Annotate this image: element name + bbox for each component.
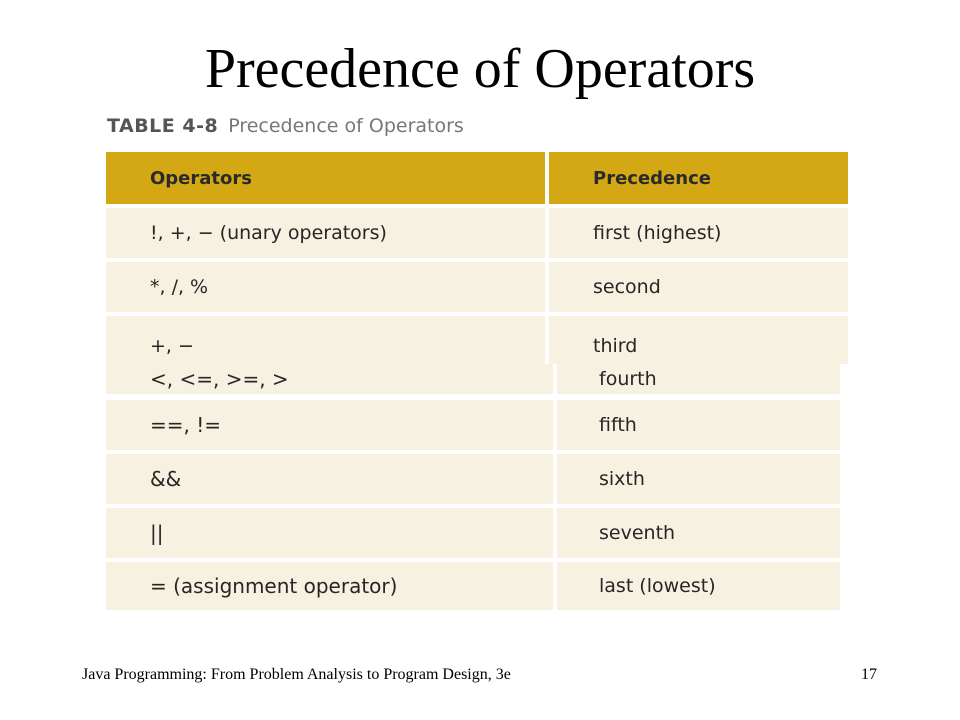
precedence-cell: last (lowest) [557,562,840,610]
table-row [106,262,848,312]
table-row [106,364,848,394]
precedence-cell: fifth [557,400,840,450]
operators-cell: && [106,454,553,504]
precedence-cell: second [549,262,848,312]
table-row [106,400,848,450]
table-header-row [106,152,848,204]
operators-cell: *, /, % [106,262,545,312]
table-row [106,454,848,504]
slide-footer: Java Programming: From Problem Analysis to Program Design, 3e [82,666,511,683]
operators-cell: = (assignment operator) [106,562,553,610]
operators-cell: +, − [106,316,545,364]
table-caption-number: TABLE 4-8 [107,115,219,137]
operator-precedence-table [106,152,848,610]
slide-title: Precedence of Operators [204,38,756,100]
precedence-cell: seventh [557,508,840,558]
precedence-cell: sixth [557,454,840,504]
table-row [106,208,848,258]
precedence-cell: fourth [557,364,840,394]
table-row [106,562,848,610]
table-row [106,508,848,558]
table-caption-title: Precedence of Operators [228,115,464,137]
column-header-precedence: Precedence [549,152,848,204]
operators-cell: !, +, − (unary operators) [106,208,545,258]
page-number: 17 [861,666,877,683]
column-header-operators: Operators [106,152,545,204]
operators-cell: || [106,508,553,558]
operators-cell: <, <=, >=, > [106,364,553,394]
precedence-cell: first (highest) [549,208,848,258]
operators-cell: ==, != [106,400,553,450]
precedence-cell: third [549,316,848,364]
table-row [106,316,848,364]
table-caption [107,113,464,139]
